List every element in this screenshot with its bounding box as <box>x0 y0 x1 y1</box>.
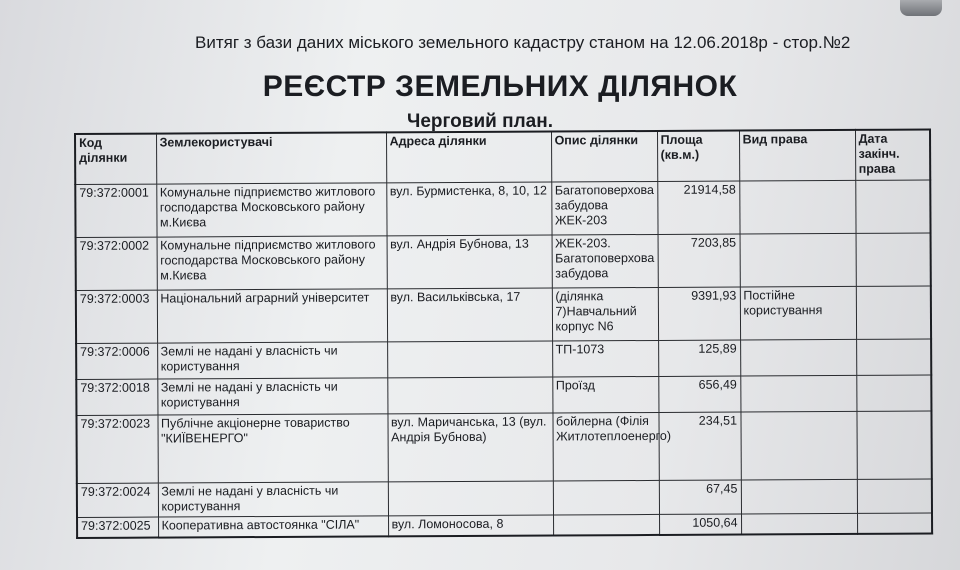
cell-address: вул. Ломоносова, 8 <box>388 515 553 536</box>
cell-code: 79:372:0025 <box>77 517 158 537</box>
plan-subtitle: Черговий план. <box>407 111 553 132</box>
table-row <box>77 479 932 517</box>
cell-right <box>739 180 855 234</box>
col-header-right: Вид права <box>739 130 855 181</box>
cell-code: 79:372:0001 <box>75 184 156 237</box>
col-header-code: Код ділянки <box>75 134 156 185</box>
cell-address <box>388 481 553 516</box>
cell-code: 79:372:0006 <box>76 343 157 379</box>
cell-date <box>856 375 931 411</box>
cell-area: 1050,64 <box>659 514 741 534</box>
col-header-date: Дата закінч. права <box>855 130 930 181</box>
cell-user: Комунальне підприємство житлового господарства Московського району м.Києва <box>156 183 386 237</box>
cell-desc: Багатоповерхова забудова ЖЕК-203 <box>551 181 657 235</box>
cell-desc: ТП-1073 <box>552 340 658 377</box>
cell-user: Національний аграрний університет <box>157 289 387 343</box>
cell-desc <box>553 514 659 535</box>
cell-address: вул. Васильківська, 17 <box>387 288 552 342</box>
table-row <box>76 233 931 290</box>
cell-area: 21914,58 <box>657 181 739 234</box>
cell-code: 79:372:0018 <box>76 379 157 415</box>
cell-user: Землі не надані у власність чи користування <box>158 482 388 517</box>
cell-date <box>856 411 931 479</box>
registry-title: РЕЄСТР ЗЕМЕЛЬНИХ ДІЛЯНОК <box>262 70 738 103</box>
cell-area: 67,45 <box>659 480 741 514</box>
binder-clip <box>900 0 942 16</box>
cell-desc <box>553 480 659 515</box>
table-row <box>75 180 930 237</box>
cell-user: Землі не надані у власність чи користування <box>157 378 387 415</box>
cell-date <box>857 513 932 533</box>
col-header-area: Площа (кв.м.) <box>657 131 739 182</box>
extract-header: Витяг з бази даних міського земельного кадастру станом на 12.06.2018р - стор.№2 <box>195 33 851 52</box>
cell-right <box>740 375 856 412</box>
cell-area: 7203,85 <box>658 234 740 287</box>
cell-area: 234,51 <box>658 412 740 480</box>
cell-area: 125,89 <box>658 340 740 376</box>
cell-right <box>740 339 856 376</box>
table-header-row <box>75 130 930 185</box>
cell-user: Кооперативна автостоянка "СІЛА" <box>158 516 388 537</box>
cell-address <box>387 377 552 414</box>
table-row <box>76 339 931 379</box>
cell-date <box>857 479 932 513</box>
cell-address <box>387 341 552 378</box>
col-header-address: Адреса ділянки <box>386 132 551 183</box>
cell-code: 79:372:0003 <box>76 290 157 343</box>
cell-date <box>856 233 931 286</box>
cell-user: Публічне акціонерне товариство "КИЇВЕНЕРГО" <box>157 414 387 483</box>
cell-code: 79:372:0024 <box>77 483 158 517</box>
cell-desc: бойлерна (Філія Житлотеплоенерго) <box>552 412 658 481</box>
cell-address: вул. Андрія Бубнова, 13 <box>387 235 552 289</box>
cell-code: 79:372:0023 <box>76 415 157 483</box>
cell-date <box>855 180 930 233</box>
cell-date <box>856 339 931 375</box>
cell-desc: (ділянка 7)Навчальний корпус N6 <box>552 287 658 341</box>
table-row <box>77 513 932 537</box>
cell-code: 79:372:0002 <box>76 237 157 290</box>
land-registry-table <box>74 129 933 539</box>
cell-date <box>856 286 931 339</box>
cell-right <box>741 513 857 534</box>
table-row <box>76 411 931 483</box>
cell-area: 656,49 <box>658 376 740 412</box>
cell-right <box>741 479 857 514</box>
cell-address: вул. Бурмистенка, 8, 10, 12 <box>386 182 551 236</box>
cell-desc: Проїзд <box>552 376 658 413</box>
table-row <box>76 286 931 343</box>
cell-user: Землі не надані у власність чи користування <box>157 342 387 379</box>
col-header-user: Землекористувачі <box>156 132 386 184</box>
cell-right <box>740 411 856 480</box>
cell-right: Постійне користування <box>740 286 856 340</box>
cell-address: вул. Маричанська, 13 (вул. Андрія Бубнова) <box>387 413 552 482</box>
cell-desc: ЖЕК-203. Багатоповерхова забудова <box>552 234 658 288</box>
cell-right <box>740 233 856 287</box>
cell-user: Комунальне підприємство житлового господарства Московського району м.Києва <box>157 236 387 290</box>
cell-area: 9391,93 <box>658 287 740 340</box>
table-row <box>76 375 931 415</box>
col-header-desc: Опис ділянки <box>551 131 657 182</box>
